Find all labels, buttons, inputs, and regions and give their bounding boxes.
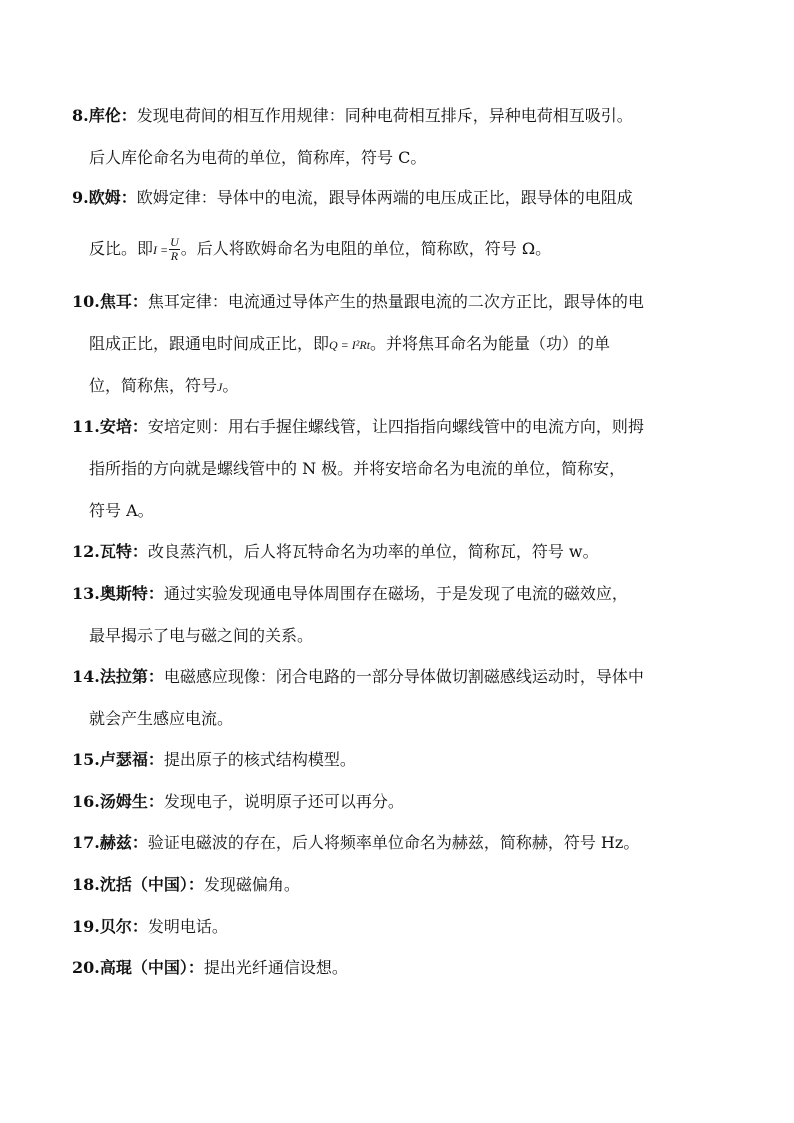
entry-label: 18.沈括（中国）： [72,875,204,894]
entry-line [72,822,732,864]
entry-line [72,406,732,448]
entry-text: 。后人将欧姆命名为电阻的单位，简称欧，符号 Ω。 [180,239,552,258]
entry-text: 。 [222,376,239,395]
entry-label: 20.高琨（中国）： [72,958,204,977]
entry-text: 提出原子的核式结构模型。 [163,750,356,769]
entry-line [72,323,732,365]
entry-line [72,906,732,948]
entry-ampere [72,406,732,532]
entry-line [72,781,732,823]
entry-label: 17.赫兹： [72,833,148,852]
entry-rutherford [72,739,732,781]
entry-thomson [72,781,732,823]
entry-faraday [72,656,732,740]
fraction-denominator: R [170,249,179,263]
entry-hertz [72,822,732,864]
entry-line [72,95,732,137]
entry-bell [72,906,732,948]
entry-ohm [72,177,732,279]
entry-label: 15.卢瑟福： [72,750,164,769]
entry-line: 符号 A。 [89,501,154,520]
entry-text: 欧姆定律：导体中的电流，跟导体两端的电压成正比，跟导体的电阻成 [136,188,633,207]
entry-line [72,365,732,407]
entry-label: 11.安培： [72,417,148,436]
entry-line [72,281,732,323]
entry-text: 反比。即 [89,239,154,258]
entry-label: 10.焦耳： [72,292,148,311]
entry-line: 就会产生感应电流。 [89,709,234,728]
entry-label: 8.库伦： [72,106,137,125]
entry-line [72,739,732,781]
entry-text: 改良蒸汽机，后人将瓦特命名为功率的单位，简称瓦，符号 w。 [147,542,599,561]
entry-joule [72,281,732,407]
entry-text: 发明电话。 [147,917,228,936]
entry-line: 后人库伦命名为电荷的单位，简称库，符号 C。 [89,148,427,167]
entry-watt [72,531,732,573]
entry-text: 位，简称焦，符号 [89,376,218,395]
entry-label: 19.贝尔： [72,917,148,936]
entry-line [72,864,732,906]
entry-text: 电磁感应现像：闭合电路的一部分导体做切割磁感线运动时，导体中 [163,667,644,686]
entry-line [72,177,732,219]
entry-text: 发现电荷间的相互作用规律：同种电荷相互排斥，异种电荷相互吸引。 [136,106,633,125]
entry-text: 。并将焦耳命名为能量（功）的单 [370,334,611,353]
entry-line [72,656,732,698]
fraction-numerator: U [170,235,179,249]
entry-label: 13.奥斯特： [72,584,164,603]
entry-label: 12.瓦特： [72,542,148,561]
entry-text: 发现磁偏角。 [203,875,300,894]
entry-text: 通过实验发现通电导体周围存在磁场，于是发现了电流的磁效应， [163,584,628,603]
entry-line [72,573,732,615]
entry-text: 阻成正比，跟通电时间成正比，即 [89,334,330,353]
entry-charles-kao [72,947,732,989]
entry-text: 焦耳定律：电流通过导体产生的热量跟电流的二次方正比，跟导体的电 [147,292,644,311]
entry-line [72,947,732,989]
entry-text: 验证电磁波的存在，后人将频率单位命名为赫兹，简称赫，符号 Hz。 [147,833,640,852]
ohm-formula-fraction [169,236,180,263]
entry-coulomb [72,95,732,179]
entry-text: 发现电子，说明原子还可以再分。 [163,792,404,811]
entry-label: 9.欧姆： [72,188,137,207]
entry-text: 安培定则：用右手握住螺线管，让四指指向螺线管中的电流方向，则拇 [147,417,644,436]
entry-label: 16.汤姆生： [72,792,164,811]
entry-shen-kuo [72,864,732,906]
entry-oersted [72,573,732,657]
ohm-formula-lhs: I = [153,243,169,257]
entry-line [72,219,732,279]
entry-line [72,531,732,573]
joule-symbol: J [217,380,223,394]
entry-label: 14.法拉第： [72,667,164,686]
entry-text: 提出光纤通信设想。 [203,958,348,977]
entry-line: 最早揭示了电与磁之间的关系。 [89,626,314,645]
entry-line: 指所指的方向就是螺线管中的 N 极。并将安培命名为电流的单位，简称安， [89,459,626,478]
joule-formula: Q = I²Rt [329,338,371,352]
